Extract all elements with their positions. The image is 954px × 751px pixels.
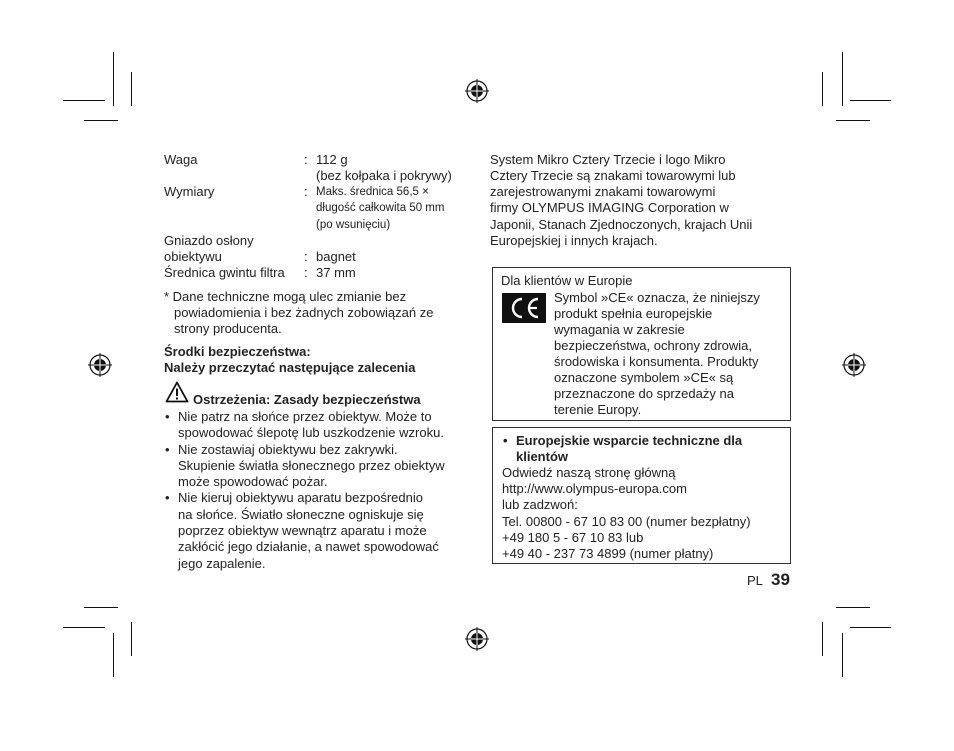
spec-filter-value: 37 mm [316,265,356,280]
spec-colon: : [304,152,308,167]
support-phone-line: +49 180 5 - 67 10 83 lub [502,530,644,545]
europe-box-line: Symbol »CE« oznacza, że niniejszy [554,290,760,305]
spec-weight-note: (bez kołpaka i pokrywy) [316,168,452,183]
europe-box-line: oznaczone symbolem »CE« są [554,370,734,385]
safety-heading: Należy przeczytać następujące zalecenia [164,360,416,375]
bullet: • [503,433,508,448]
warning-item-line: może spowodować pożar. [178,474,328,489]
registration-mark-icon [88,353,112,377]
support-box-title: Europejskie wsparcie techniczne dla [516,433,743,448]
warning-item-line: Nie patrz na słońce przez obiektyw. Może to [178,409,432,424]
spec-mount-value: bagnet [316,249,356,264]
spec-colon: : [304,184,308,199]
europe-box-line: bezpieczeństwa, ochrony zdrowia, [554,338,752,353]
note-line: * Dane techniczne mogą ulec zmianie bez [164,289,407,304]
europe-customers-box [492,267,791,421]
support-box-line: Odwiedź naszą stronę główną [502,465,676,480]
spec-dims-line: długość całkowita 50 mm [316,202,445,214]
spec-dims-line: Maks. średnica 56,5 × [316,186,429,198]
spec-dims-line: (po wsunięciu) [316,219,391,231]
warning-triangle-icon [165,381,189,403]
trademark-line: System Mikro Cztery Trzecie i logo Mikro [490,152,726,167]
spec-colon: : [304,249,308,264]
europe-box-line: wymagania w zakresie [554,322,685,337]
support-website-link[interactable]: http://www.olympus-europa.com [502,481,687,496]
support-box [492,427,791,564]
spec-weight-label: Waga [164,152,198,167]
note-line: powiadomienia i bez żadnych zobowiązań ze [174,305,434,320]
warning-item-line: na słońce. Światło słoneczne ogniskuje się [178,507,424,522]
trademark-line: firmy OLYMPUS IMAGING Corporation w [490,200,729,215]
footer-language: PL [747,573,763,588]
support-box-line: lub zadzwoń: [502,497,578,512]
spec-mount-label: obiektywu [164,249,222,264]
note-line: strony producenta. [174,321,282,336]
spec-dims-label: Wymiary [164,184,215,199]
europe-box-line: produkt spełnia europejskie [554,306,713,321]
ce-mark-icon [502,293,546,323]
bullet: • [165,409,170,424]
warning-item-line: zakłócić jego działanie, a nawet spowodować [178,539,439,554]
registration-mark-icon [465,627,489,651]
europe-box-line: środowiska i konsumenta. Produkty [554,354,759,369]
spec-mount-label: Gniazdo osłony [164,233,254,248]
bullet: • [165,442,170,457]
spec-weight-value: 112 g [316,152,348,167]
registration-mark-icon [465,79,489,103]
page-number: 39 [771,570,790,589]
bullet: • [165,490,170,505]
warning-item-line: spowodować ślepotę lub uszkodzenie wzroku. [178,425,444,440]
warning-item-line: Skupienie światła słonecznego przez obiektyw [178,458,445,473]
warning-item-line: Nie zostawiaj obiektywu bez zakrywki. [178,442,398,457]
trademark-line: Cztery Trzecie są znakami towarowymi lub [490,168,736,183]
spec-colon: : [304,265,308,280]
warning-title: Ostrzeżenia: Zasady bezpieczeństwa [193,392,421,407]
support-box-title: klientów [516,449,569,464]
support-phone-line: Tel. 00800 - 67 10 83 00 (numer bezpłatny) [502,514,751,529]
europe-box-title: Dla klientów w Europie [501,273,633,288]
ce-logo [502,293,546,323]
trademark-line: zarejestrowanymi znakami towarowymi [490,184,716,199]
warning-item-line: Nie kieruj obiektywu aparatu bezpośrednio [178,490,423,505]
registration-mark-icon [842,353,866,377]
warning-item-line: jego zapalenie. [178,556,266,571]
trademark-line: Japonii, Stanach Zjednoczonych, krajach Unii [490,217,753,232]
trademark-line: Europejskiej i innych krajach. [490,233,658,248]
safety-heading: Środki bezpieczeństwa: [164,344,311,359]
europe-box-line: terenie Europy. [554,402,642,417]
support-phone-line: +49 40 - 237 73 4899 (numer płatny) [502,546,714,561]
spec-filter-label: Średnica gwintu filtra [164,265,285,280]
warning-item-line: poprzez obiektyw wewnątrz aparatu i może [178,523,427,538]
europe-box-line: przeznaczone do sprzedaży na [554,386,734,401]
